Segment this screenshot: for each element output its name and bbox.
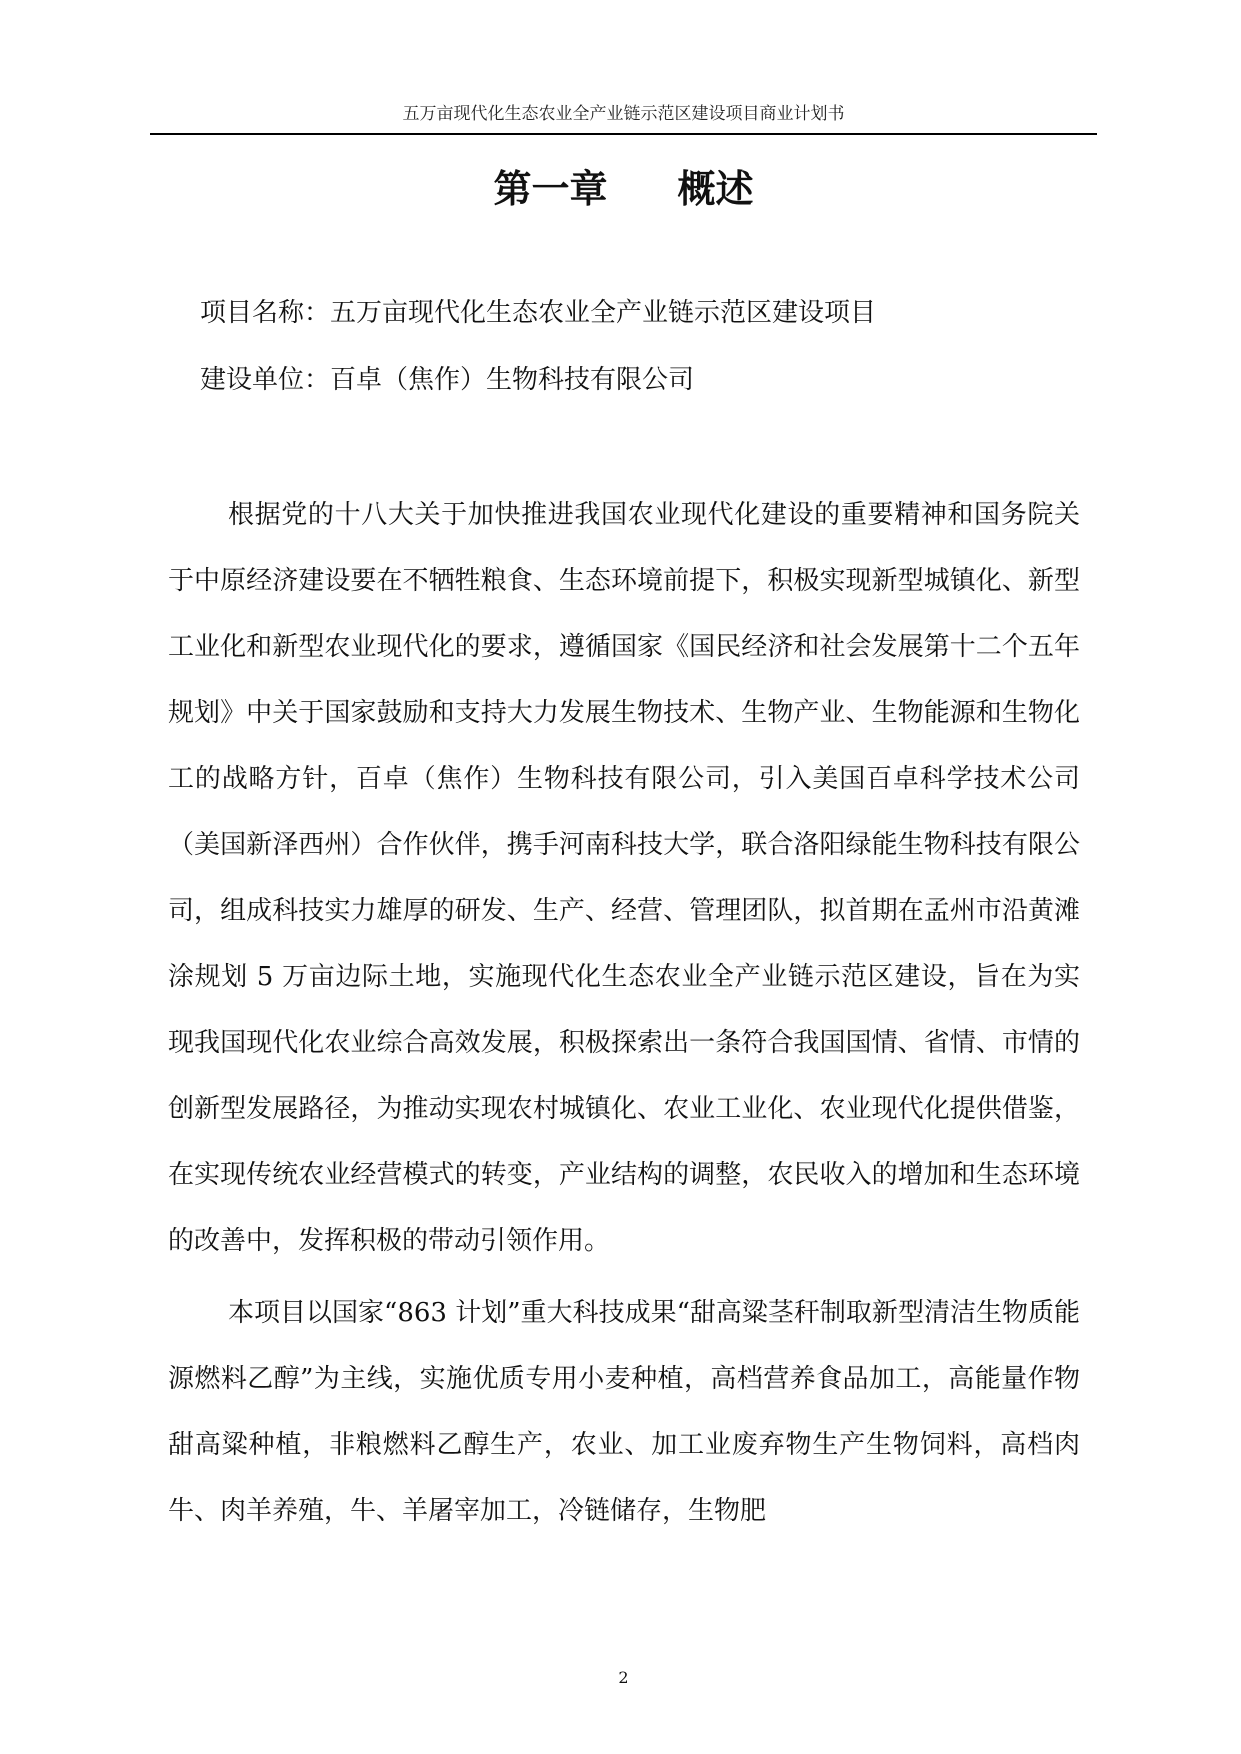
body-text	[168, 482, 1080, 1550]
paragraph: 本项目以国家“863 计划”重大科技成果“甜高粱茎秆制取新型清洁生物质能源燃料乙醇”为主线，实施优质专用小麦种植，高档营养食品加工，高能量作物甜高粱种植，非粮燃料乙醇生产，农业、加工业废弃物生产生物饲料，高档肉牛、肉羊养殖，牛、羊屠宰加工，冷链储存，生物肥	[168, 1298, 1080, 1526]
construction-unit-value: 百卓（焦作）生物科技有限公司	[330, 365, 695, 395]
project-name-line	[200, 292, 876, 329]
chapter-heading	[150, 158, 1097, 213]
chapter-title: 概述	[677, 166, 754, 211]
construction-unit-label: 建设单位：	[200, 365, 331, 395]
paragraph: 根据党的十八大关于加快推进我国农业现代化建设的重要精神和国务院关于中原经济建设要在不牺牲粮食、生态环境前提下，积极实现新型城镇化、新型工业化和新型农业现代化的要求，遵循国家《国民经济和社会发展第十二个五年规划》中关于国家鼓励和支持大力发展生物技术、生物产业、生物能源和生物化工的战略方针，百卓（焦作）生物科技有限公司，引入美国百卓科学技术公司（美国新泽西州）合作伙伴，携手河南科技大学，联合洛阳绿能生物科技有限公司，组成科技实力雄厚的研发、生产、经营、管理团队，拟首期在孟州市沿黄滩涂规划 5 万亩边际土地，实施现代化生态农业全产业链示范区建设，旨在为实现我国现代化农业综合高效发展，积极探索出一条符合我国国情、省情、市情的创新型发展路径，为推动实现农村城镇化、农业工业化、农业现代化提供借鉴，在实现传统农业经营模式的转变，产业结构的调整，农民收入的增加和生态环境的改善中，发挥积极的带动引领作用。	[168, 500, 1080, 1256]
project-name-label: 项目名称：	[200, 298, 331, 328]
chapter-number: 第一章	[493, 166, 608, 211]
running-header: 五万亩现代化生态农业全产业链示范区建设项目商业计划书	[402, 104, 845, 124]
page-number: 2	[618, 1668, 629, 1687]
project-name-value: 五万亩现代化生态农业全产业链示范区建设项目	[330, 298, 877, 328]
header-divider	[150, 133, 1097, 135]
construction-unit-line	[200, 359, 694, 396]
